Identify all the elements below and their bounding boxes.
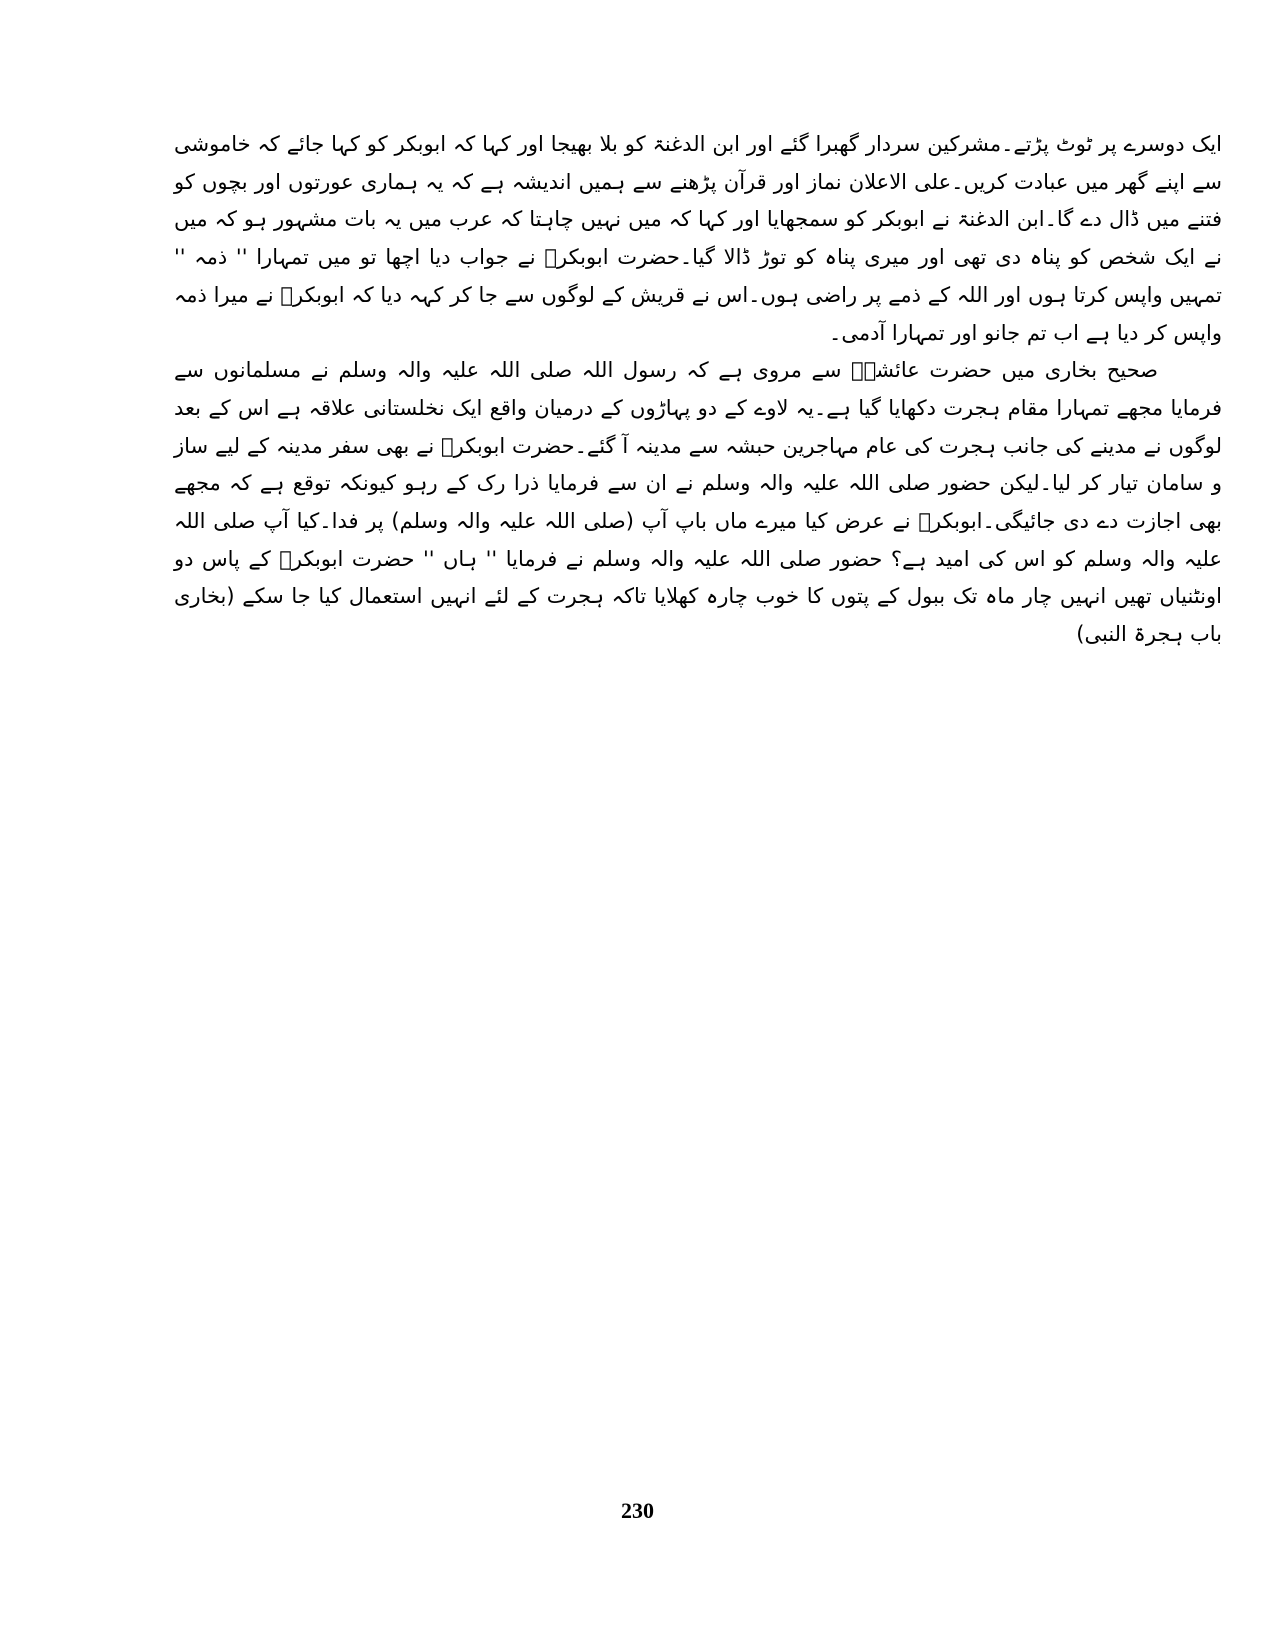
- paragraph-2: صحیح بخاری میں حضرت عائشہؓ سے مروی ہے کہ رسول اللہ صلی اللہ علیہ والہ وسلم نے مسلمانوں سے فرمایا مجھے تمہارا مقام ہجرت دکھایا گیا ہے۔یہ لاوے کے دو پہاڑوں کے درمیان واقع ایک نخلستانی علاقہ ہے اس کے بعد لوگوں نے مدینے کی جانب ہجرت کی عام مہاجرین حبشہ سے مدینہ آ گئے۔حضرت ابوبکرؓ نے بھی سفر مدینہ کے لیے ساز و سامان تیار کر لیا۔لیکن حضور صلی اللہ علیہ والہ وسلم نے ان سے فرمایا ذرا رک کے رہو کیونکہ توقع ہے کہ مجھے بھی اجازت دے دی جائیگی۔ابوبکرؓ نے عرض کیا میرے ماں باپ آپ (صلی اللہ علیہ والہ وسلم) پر فدا۔کیا آپ صلی اللہ علیہ والہ وسلم کو اس کی امید ہے؟ حضور صلی اللہ علیہ والہ وسلم نے فرمایا '' ہاں '' حضرت ابوبکرؓ کے پاس دو اونٹنیاں تھیں انہیں چار ماہ تک ببول کے پتوں کا خوب چارہ کھلایا تاکہ ہجرت کے لئے انہیں استعمال کیا جا سکے (بخاری باب ہجرۃ النبی): [174, 358, 1222, 647]
- page-number: 230: [621, 1498, 654, 1523]
- body-text: [174, 126, 1222, 654]
- paragraph-1: ایک دوسرے پر ٹوٹ پڑتے۔مشرکین سردار گھبرا گئے اور ابن الدغنۃ کو بلا بھیجا اور کہا کہ ابوبکر کو کہا جائے کہ خاموشی سے اپنے گھر میں عبادت کریں۔علی الاعلان نماز اور قرآن پڑھنے سے ہمیں اندیشہ ہے کہ یہ ہماری عورتوں اور بچوں کو فتنے میں ڈال دے گا۔ابن الدغنۃ نے ابوبکر کو سمجھایا اور کہا کہ میں نہیں چاہتا کہ عرب میں یہ بات مشہور ہو کہ میں نے ایک شخص کو پناہ دی تھی اور میری پناہ کو توڑ ڈالا گیا۔حضرت ابوبکرؓ نے جواب دیا اچھا تو میں تمہارا '' ذمہ '' تمہیں واپس کرتا ہوں اور اللہ کے ذمے پر راضی ہوں۔اس نے قریش کے لوگوں سے جا کر کہہ دیا کہ ابوبکرؓ نے میرا ذمہ واپس کر دیا ہے اب تم جانو اور تمہارا آدمی۔: [174, 132, 1222, 345]
